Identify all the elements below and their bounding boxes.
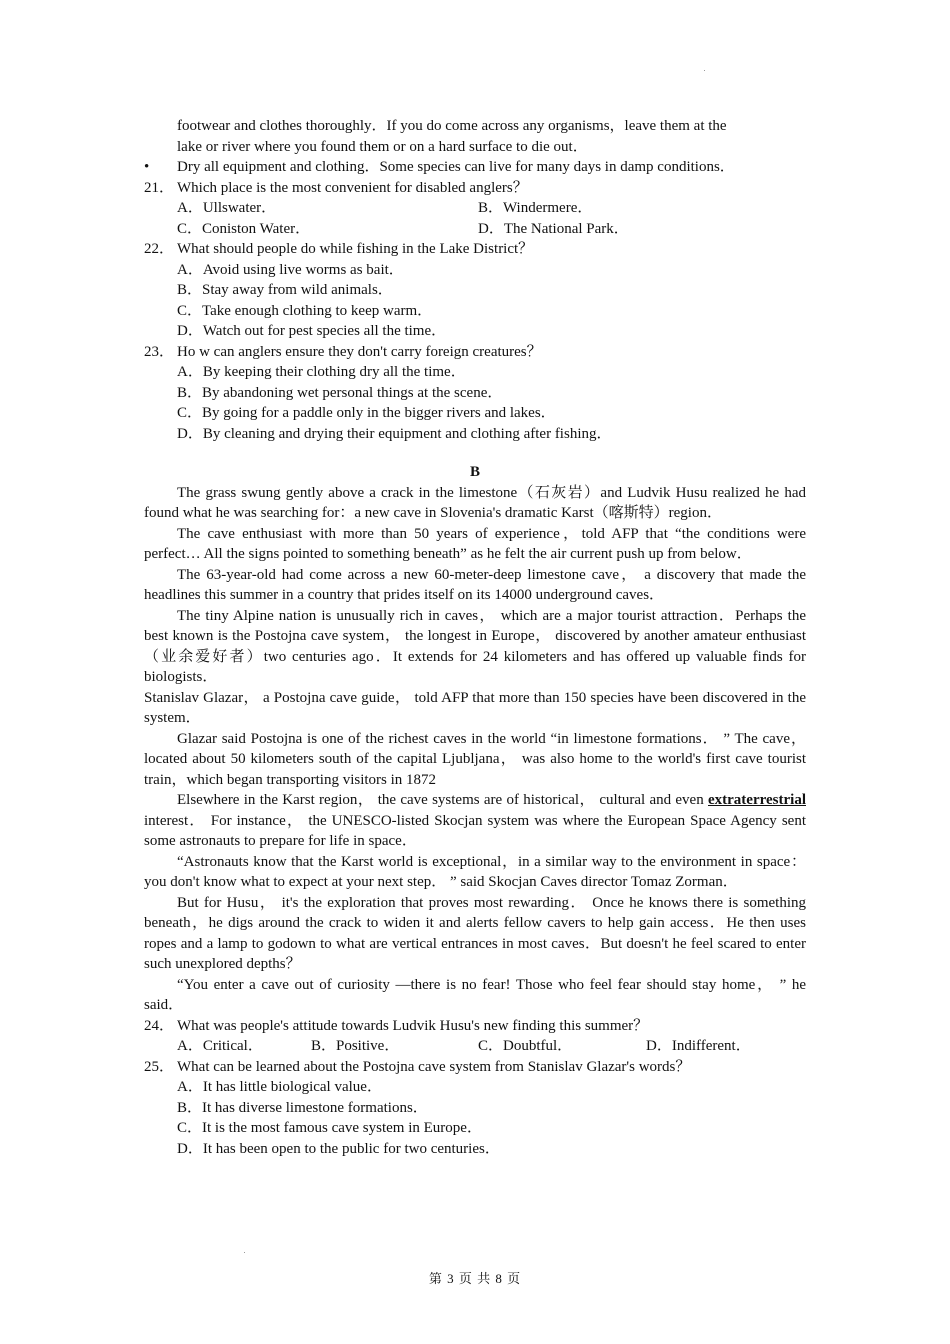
- question-number: 21．: [144, 179, 175, 196]
- scan-speck: [704, 70, 705, 71]
- option-b[interactable]: B．By abandoning wet personal things at the scene．: [177, 384, 503, 401]
- option-b[interactable]: B．It has diverse limestone formations．: [177, 1099, 428, 1116]
- bullet-item: [144, 157, 806, 178]
- bullet-dot: •: [144, 159, 150, 175]
- option-a[interactable]: A．Ullswater．: [177, 200, 277, 216]
- option-d[interactable]: D．Indifferent．: [646, 1038, 751, 1054]
- paragraph-6: Glazar said Postojna is one of the richest caves in the world “in limestone formations． ” The cave， located about 50 kilometers south of the capital Ljubljana， was also home to the world's first cave tourist train，which began transporting visitors in 1872: [144, 730, 806, 788]
- option-c[interactable]: C．Doubtful．: [478, 1038, 573, 1054]
- question-text: What should people do while fishing in the Lake District？: [177, 241, 534, 257]
- option-a[interactable]: A．By keeping their clothing dry all the time．: [177, 364, 466, 380]
- question-23: [144, 342, 806, 363]
- paragraph-3: The 63-year-old had come across a new 60-meter-deep limestone cave， a discovery that made the headlines this summer in a country that prides itself on its 14000 underground caves．: [144, 566, 806, 603]
- question-text: Ho w can anglers ensure they don't carry foreign creatures？: [177, 343, 542, 360]
- question-number: 22．: [144, 241, 175, 257]
- option-d[interactable]: D．The National Park．: [478, 220, 629, 237]
- question-text: What was people's attitude towards Ludvik Husu's new finding this summer？: [177, 1017, 649, 1034]
- question-22: [144, 239, 806, 260]
- page-footer: 第 3 页 共 8 页: [428, 1271, 522, 1286]
- option-b[interactable]: B．Stay away from wild animals．: [177, 282, 393, 298]
- paragraph-5: Stanislav Glazar， a Postojna cave guide， told AFP that more than 150 species have been discovered in the system．: [144, 689, 806, 726]
- option-d[interactable]: D．By cleaning and drying their equipment and clothing after fishing．: [177, 425, 612, 442]
- option-row: [177, 1036, 806, 1057]
- option-b[interactable]: B．Windermere．: [478, 200, 593, 216]
- question-21: [144, 178, 806, 199]
- option-c[interactable]: C．Take enough clothing to keep warm．: [177, 302, 433, 319]
- section-heading: B: [469, 464, 480, 480]
- option-c[interactable]: C．Coniston Water．: [177, 220, 311, 237]
- continued-line-1: footwear and clothes thoroughly．If you do come across any organisms，leave them at the: [177, 118, 727, 134]
- option-d[interactable]: D．Watch out for pest species all the time．: [177, 323, 447, 339]
- paragraph-1: The grass swung gently above a crack in the limestone（石灰岩）and Ludvik Husu realized he had found what he was searching for：a new cave in Slovenia's dramatic Karst（喀斯特）region．: [144, 484, 806, 521]
- option-a[interactable]: A．It has little biological value．: [177, 1079, 382, 1095]
- paragraph-7-start: Elsewhere in the Karst region， the cave systems are of historical， cultural and even: [177, 792, 708, 808]
- option-row: [177, 219, 806, 240]
- paragraph-10: “You enter a cave out of curiosity —there is no fear! Those who feel fear should stay home， ” he said．: [144, 976, 806, 1013]
- page-content: [144, 116, 806, 1159]
- option-row: [177, 198, 806, 219]
- option-a[interactable]: A．Avoid using live worms as bait．: [177, 261, 404, 278]
- question-text: Which place is the most convenient for disabled anglers？: [177, 179, 528, 196]
- question-number: 23．: [144, 343, 175, 360]
- paragraph-2: The cave enthusiast with more than 50 years of experience，told AFP that “the conditions were perfect… All the signs pointed to something beneath” as he felt the air current push up from below．: [144, 525, 806, 562]
- question-text: What can be learned about the Postojna cave system from Stanislav Glazar's words？: [177, 1058, 691, 1075]
- question-24: [144, 1016, 806, 1037]
- paragraph-9: But for Husu， it's the exploration that proves most rewarding． Once he knows there is something beneath，he digs around the crack to widen it and alerts fellow cavers to help gain access．He then uses ropes and a lamp to godown to what are vertical entrances in most caves．But doesn't he feel scared to enter such unexplored depths？: [144, 894, 806, 972]
- paragraph-8: “Astronauts know that the Karst world is exceptional，in a similar way to the environment in space：you don't know what to expect at your next step． ” said Skocjan Caves director Tomaz Zorman．: [144, 853, 806, 890]
- option-a[interactable]: A．Critical．: [177, 1038, 263, 1054]
- option-d[interactable]: D．It has been open to the public for two centuries．: [177, 1140, 500, 1157]
- question-number: 25．: [144, 1058, 175, 1075]
- option-b[interactable]: B．Positive．: [311, 1038, 400, 1054]
- continued-text: [177, 116, 806, 157]
- continued-line-2: lake or river where you found them or on a hard surface to die out．: [177, 138, 588, 155]
- scan-speck: [244, 1252, 245, 1253]
- option-c[interactable]: C．It is the most famous cave system in Europe．: [177, 1120, 482, 1136]
- option-c[interactable]: C．By going for a paddle only in the bigger rivers and lakes．: [177, 405, 556, 421]
- question-number: 24．: [144, 1017, 175, 1034]
- underlined-keyword: extraterrestrial: [708, 792, 806, 808]
- bullet-text: Dry all equipment and clothing．Some species can live for many days in damp conditions．: [177, 159, 735, 175]
- question-25: [144, 1057, 806, 1078]
- paragraph-4: The tiny Alpine nation is unusually rich in caves， which are a major tourist attraction．Perhaps the best known is the Postojna cave system， the longest in Europe， discovered by another amateur enthusiast（业余爱好者）two centuries ago．It extends for 24 kilometers and has offered up valuable finds for biologists．: [144, 607, 806, 685]
- paragraph-7-end: interest． For instance， the UNESCO-listed Skocjan system was where the European Space Agency sent some astronauts to prepare for life in space．: [144, 812, 806, 849]
- paragraph-7: [144, 790, 806, 852]
